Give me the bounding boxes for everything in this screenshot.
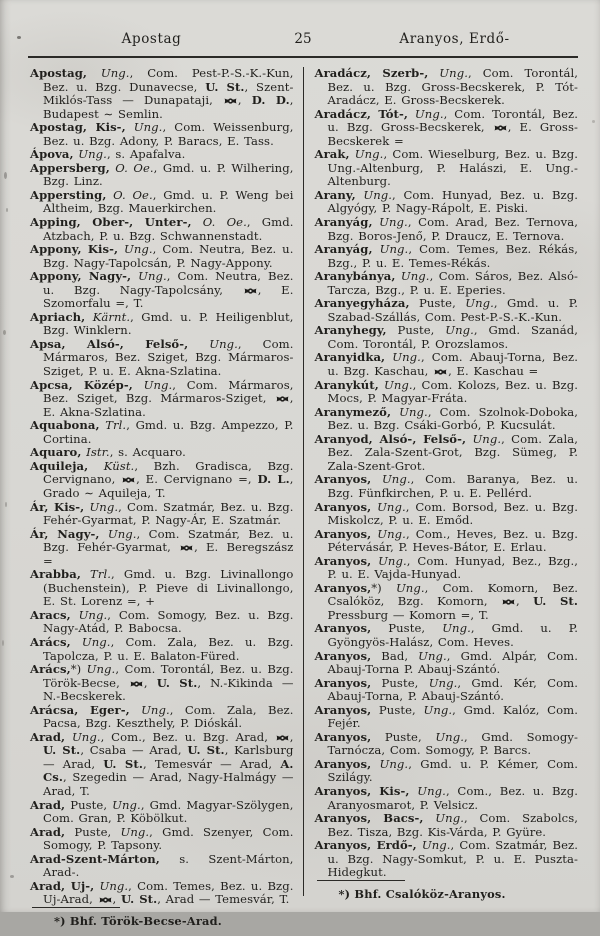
gazetteer-entry: Apsa, Alsó-, Felső-, Ung., Com. Mármaros, Bez. Sziget, Bzg. Mármaros-Sziget, P. u. E. Akna-Szlatina.	[30, 336, 294, 379]
column-left	[30, 66, 303, 928]
gazetteer-entry: Aranyhegy, Puste, Ung., Gmd. Szanád, Com. Torontál, P. Orozslamos.	[314, 323, 578, 351]
header-rule	[28, 56, 578, 58]
footnote-text-left: *) Bhf. Török-Becse-Arad.	[54, 913, 222, 928]
gazetteer-entry: Aranymező, Ung., Com. Szolnok-Doboka, Bez. u. Bzg. Csáki-Gorbó, P. Kucsulát.	[314, 404, 578, 433]
column-entries-left	[30, 67, 294, 907]
gazetteer-entry: Aranyág, Ung., Com. Temes, Bez. Rékás, Bzg., P. u. E. Temes-Rékás.	[314, 242, 579, 270]
gazetteer-entry: Aranyos, Puste, Ung., Gmd. Kalóz, Com. Fejér.	[314, 702, 579, 731]
scan-artifact	[5, 502, 7, 507]
gazetteer-entry: Appony, Nagy-, Ung., Com. Neutra, Bez. u. Bzg. Nagy-Tapolcsány, , E. Szomorfalu =, T.	[30, 269, 294, 311]
gazetteer-entry: Apping, Ober-, Unter-, O. Oe., Gmd. Atzbach, P. u. Bzg. Schwannenstadt.	[30, 215, 294, 243]
gazetteer-entry: Arad-Szent-Márton, s. Szent-Márton, Arad-.	[30, 851, 294, 880]
gazetteer-entry: Aranyos, Erdő-, Ung., Com. Szatmár, Bez. u. Bzg. Nagy-Somkut, P. u. E. Puszta-Hidegkut.	[314, 838, 578, 880]
gazetteer-entry: Aranyos, Kis-, Ung., Com., Bez. u. Bzg. Aranyosmarot, P. Velsicz.	[314, 783, 579, 812]
gazetteer-entry: Apostag, Kis-, Ung., Com. Weissenburg, Bez. u. Bzg. Adony, P. Baracs, E. Tass.	[30, 120, 294, 148]
posthorn-icon	[493, 120, 508, 134]
gazetteer-entry: Aranyág, Ung., Com. Arad, Bez. Ternova, Bzg. Boros-Jenő, P. Draucz, E. Ternova.	[314, 215, 579, 243]
gazetteer-entry: Arad, Puste, Ung., Gmd. Szenyer, Com. Somogy, P. Tapsony.	[30, 824, 294, 853]
gazetteer-entry: Aranyod, Alsó-, Felső-, Ung., Com. Zala, Bez. Zala-Szent-Grot, Bzg. Sümeg, P. Zala-Szent-Grot.	[314, 431, 578, 473]
gazetteer-entry: Arad, Puste, Ung., Gmd. Magyar-Szölygen, Com. Gran, P. Köbölkut.	[30, 797, 294, 826]
scan-artifact	[2, 640, 4, 646]
gazetteer-entry: Aquaro, Istr., s. Acquaro.	[30, 445, 186, 460]
gazetteer-entry: Apostag, Ung., Com. Pest-P.-S.-K.-Kun, Bez. u. Bzg. Dunavecse, U. St., Szent-Miklós-Tass — Dunapataji, , D. D., Budapest ∼ Semlin.	[30, 66, 294, 121]
gazetteer-entry: Aranyos, Ung., Gmd. u. P. Kémer, Com. Szilágy.	[314, 756, 579, 785]
gazetteer-entry: Ápova, Ung., s. Apafalva.	[30, 147, 186, 162]
gazetteer-entry: Apriach, Kärnt., Gmd. u. P. Heiligenblut, Bzg. Winklern.	[30, 309, 294, 338]
gazetteer-entry: Aranyos, Ung., Com. Borsod, Bez. u. Bzg. Miskolcz, P. u. E. Emőd.	[314, 499, 578, 528]
scan-artifact	[10, 875, 14, 878]
gazetteer-entry: Ár, Kis-, Ung., Com. Szatmár, Bez. u. Bzg. Fehér-Gyarmat, P. Nagy-Ár, E. Szatmár.	[30, 499, 294, 528]
gazetteer-entry: Aquabona, Trl., Gmd. u. Bzg. Ampezzo, P. Cortina.	[30, 418, 294, 446]
gazetteer-entry: Appony, Kis-, Ung., Com. Neutra, Bez. u. Bzg. Nagy-Tapolcsán, P. Nagy-Appony.	[30, 242, 294, 270]
posthorn-icon	[433, 364, 448, 378]
gazetteer-entry: Apcsa, Közép-, Ung., Com. Mármaros, Bez. Sziget, Bzg. Mármaros-Sziget, , E. Akna-Szlatina.	[30, 377, 294, 419]
gazetteer-entry: Aranyos, Ung., Com. Hunyad, Bez., Bzg., P. u. E. Vajda-Hunyad.	[314, 553, 579, 582]
gazetteer-entry: Arabba, Trl., Gmd. u. Bzg. Livinallongo (Buchenstein), P. Pieve di Livinallongo, E. St. Lorenz =, +	[30, 567, 294, 609]
posthorn-icon	[179, 540, 194, 554]
gazetteer-entry: Ár, Nagy-, Ung., Com. Szatmár, Bez. u. Bzg. Fehér-Gyarmat, , E. Beregszász =	[30, 526, 294, 568]
posthorn-icon	[243, 283, 258, 297]
posthorn-icon	[501, 594, 516, 608]
gazetteer-entry: Aranyegyháza, Puste, Ung., Gmd. u. P. Szabad-Szállás, Com. Pest-P.-S.-K.-Kun.	[314, 296, 579, 324]
gazetteer-entry: Arács,*) Ung., Com. Torontál, Bez. u. Bzg. Török-Becse, , U. St., N.-Kikinda — N.-Becskerek.	[30, 662, 294, 704]
footnote-rule-left	[32, 907, 120, 908]
gazetteer-entry: Aranyos, Puste, Ung., Gmd. u. P. Gyöngyös-Halász, Com. Heves.	[314, 621, 578, 649]
gazetteer-entry: Aranyos, Bacs-, Ung., Com. Szabolcs, Bez. Tisza, Bzg. Kis-Várda, P. Gyüre.	[314, 811, 578, 839]
gazetteer-entry: Aradácz, Tót-, Ung., Com. Torontál, Bez. u. Bzg. Gross-Becskerek, , E. Gross-Becskerek =	[314, 106, 579, 148]
gazetteer-entry: Arácsa, Eger-, Ung., Com. Zala, Bez. Pacsa, Bzg. Keszthely, P. Dióskál.	[30, 702, 294, 731]
header-left-keyword: Apostag	[121, 31, 182, 47]
page-number: 25	[294, 31, 312, 47]
gazetteer-entry: Aranybánya, Ung., Com. Sáros, Bez. Alsó-Tarcza, Bzg., P. u. E. Eperies.	[314, 269, 579, 297]
scan-artifact	[4, 172, 7, 179]
footnote-left	[30, 907, 294, 936]
gazetteer-entry: Aranyos, Puste, Ung., Gmd. Somogy-Tarnócza, Com. Somogy, P. Barcs.	[314, 729, 578, 758]
posthorn-icon	[275, 391, 290, 405]
gazetteer-entry: Aranykút, Ung., Com. Kolozs, Bez. u. Bzg. Mocs, P. Magyar-Fráta.	[314, 377, 579, 406]
gazetteer-entry: Aradácz, Szerb-, Ung., Com. Torontál, Bez. u. Bzg. Gross-Becskerek, P. Tót-Aradácz, E. Gross-Becskerek.	[314, 66, 578, 108]
posthorn-icon	[121, 472, 136, 486]
column-entries-right	[315, 67, 579, 880]
posthorn-icon	[98, 892, 113, 906]
gazetteer-entry: Appersting, O. Oe., Gmd. u. P. Weng bei Altheim, Bzg. Mauerkirchen.	[30, 187, 294, 216]
scan-artifact	[6, 208, 8, 212]
gazetteer-entry: Aranyidka, Ung., Com. Abauj-Torna, Bez. u. Bzg. Kaschau, , E. Kaschau =	[314, 350, 578, 379]
scan-artifact	[17, 36, 21, 39]
page-header	[30, 31, 576, 47]
header-right-keyword: Aranyos, Erdő-	[399, 31, 510, 47]
posthorn-icon	[129, 676, 144, 690]
gazetteer-entry: Aranyos, Puste, Ung., Gmd. Kér, Com. Abauj-Torna, P. Abauj-Szántó.	[314, 675, 579, 704]
gazetteer-entry: Arad, Uj-, Ung., Com. Temes, Bez. u. Bzg. Uj-Arad, , U. St., Arad — Temesvár, T.	[30, 878, 294, 907]
gazetteer-entry: Aranyos, Ung., Com., Heves, Bez. u. Bzg. Pétervásár, P. Heves-Bátor, E. Erlau.	[314, 526, 578, 555]
gazetteer-entry: Arács, Ung., Com. Zala, Bez. u. Bzg. Tapolcza, P. u. E. Balaton-Füred.	[30, 634, 294, 663]
column-right	[303, 66, 579, 901]
footnote-rule-right	[317, 880, 405, 881]
footnote-right	[315, 880, 579, 909]
gazetteer-entry: Appersberg, O. Oe., Gmd. u. P. Wilhering, Bzg. Linz.	[30, 160, 294, 189]
gazetteer-entry: Aracs, Ung., Com. Somogy, Bez. u. Bzg. Nagy-Atád, P. Babocsa.	[30, 607, 294, 636]
scan-artifact	[3, 330, 6, 335]
footnote-text-right: *) Bhf. Csalóköz-Aranyos.	[338, 886, 506, 901]
gazetteer-entry: Aquileja, Küst., Bzh. Gradisca, Bzg. Cervignano, , E. Cervignano =, D. L., Grado ∼ Aquileja, T.	[30, 458, 294, 500]
gazetteer-entry: Arad, Ung., Com., Bez. u. Bzg. Arad, , U. St., Csaba — Arad, U. St., Karlsburg — Arad, U. St., Temesvár — Arad, A. Cs., Szegedin — Arad, Nagy-Halmágy — Arad, T.	[30, 729, 294, 798]
gazetteer-entry: Arak, Ung., Com. Wieselburg, Bez. u. Bzg. Ung.-Altenburg, P. Halászi, E. Ung.-Altenburg.	[314, 147, 578, 189]
gazetteer-entry: Arany, Ung., Com. Hunyad, Bez. u. Bzg. Algyógy, P. Nagy-Rápolt, E. Piski.	[314, 187, 578, 216]
page-body	[30, 66, 579, 928]
posthorn-icon	[223, 93, 238, 107]
gazetteer-entry: Aranyos, Bad, Ung., Gmd. Alpár, Com. Abauj-Torna P. Abauj-Szántó.	[314, 648, 578, 677]
posthorn-icon	[275, 730, 290, 744]
gazetteer-entry: Aranyos, Ung., Com. Baranya, Bez. u. Bzg. Fünfkirchen, P. u. E. Pellérd.	[314, 472, 578, 500]
scan-artifact	[592, 120, 595, 123]
gazetteer-entry: Aranyos,*) Ung., Com. Komorn, Bez. Csalóköz, Bzg. Komorn, , U. St. Pressburg — Komorn =, T.	[314, 580, 578, 622]
